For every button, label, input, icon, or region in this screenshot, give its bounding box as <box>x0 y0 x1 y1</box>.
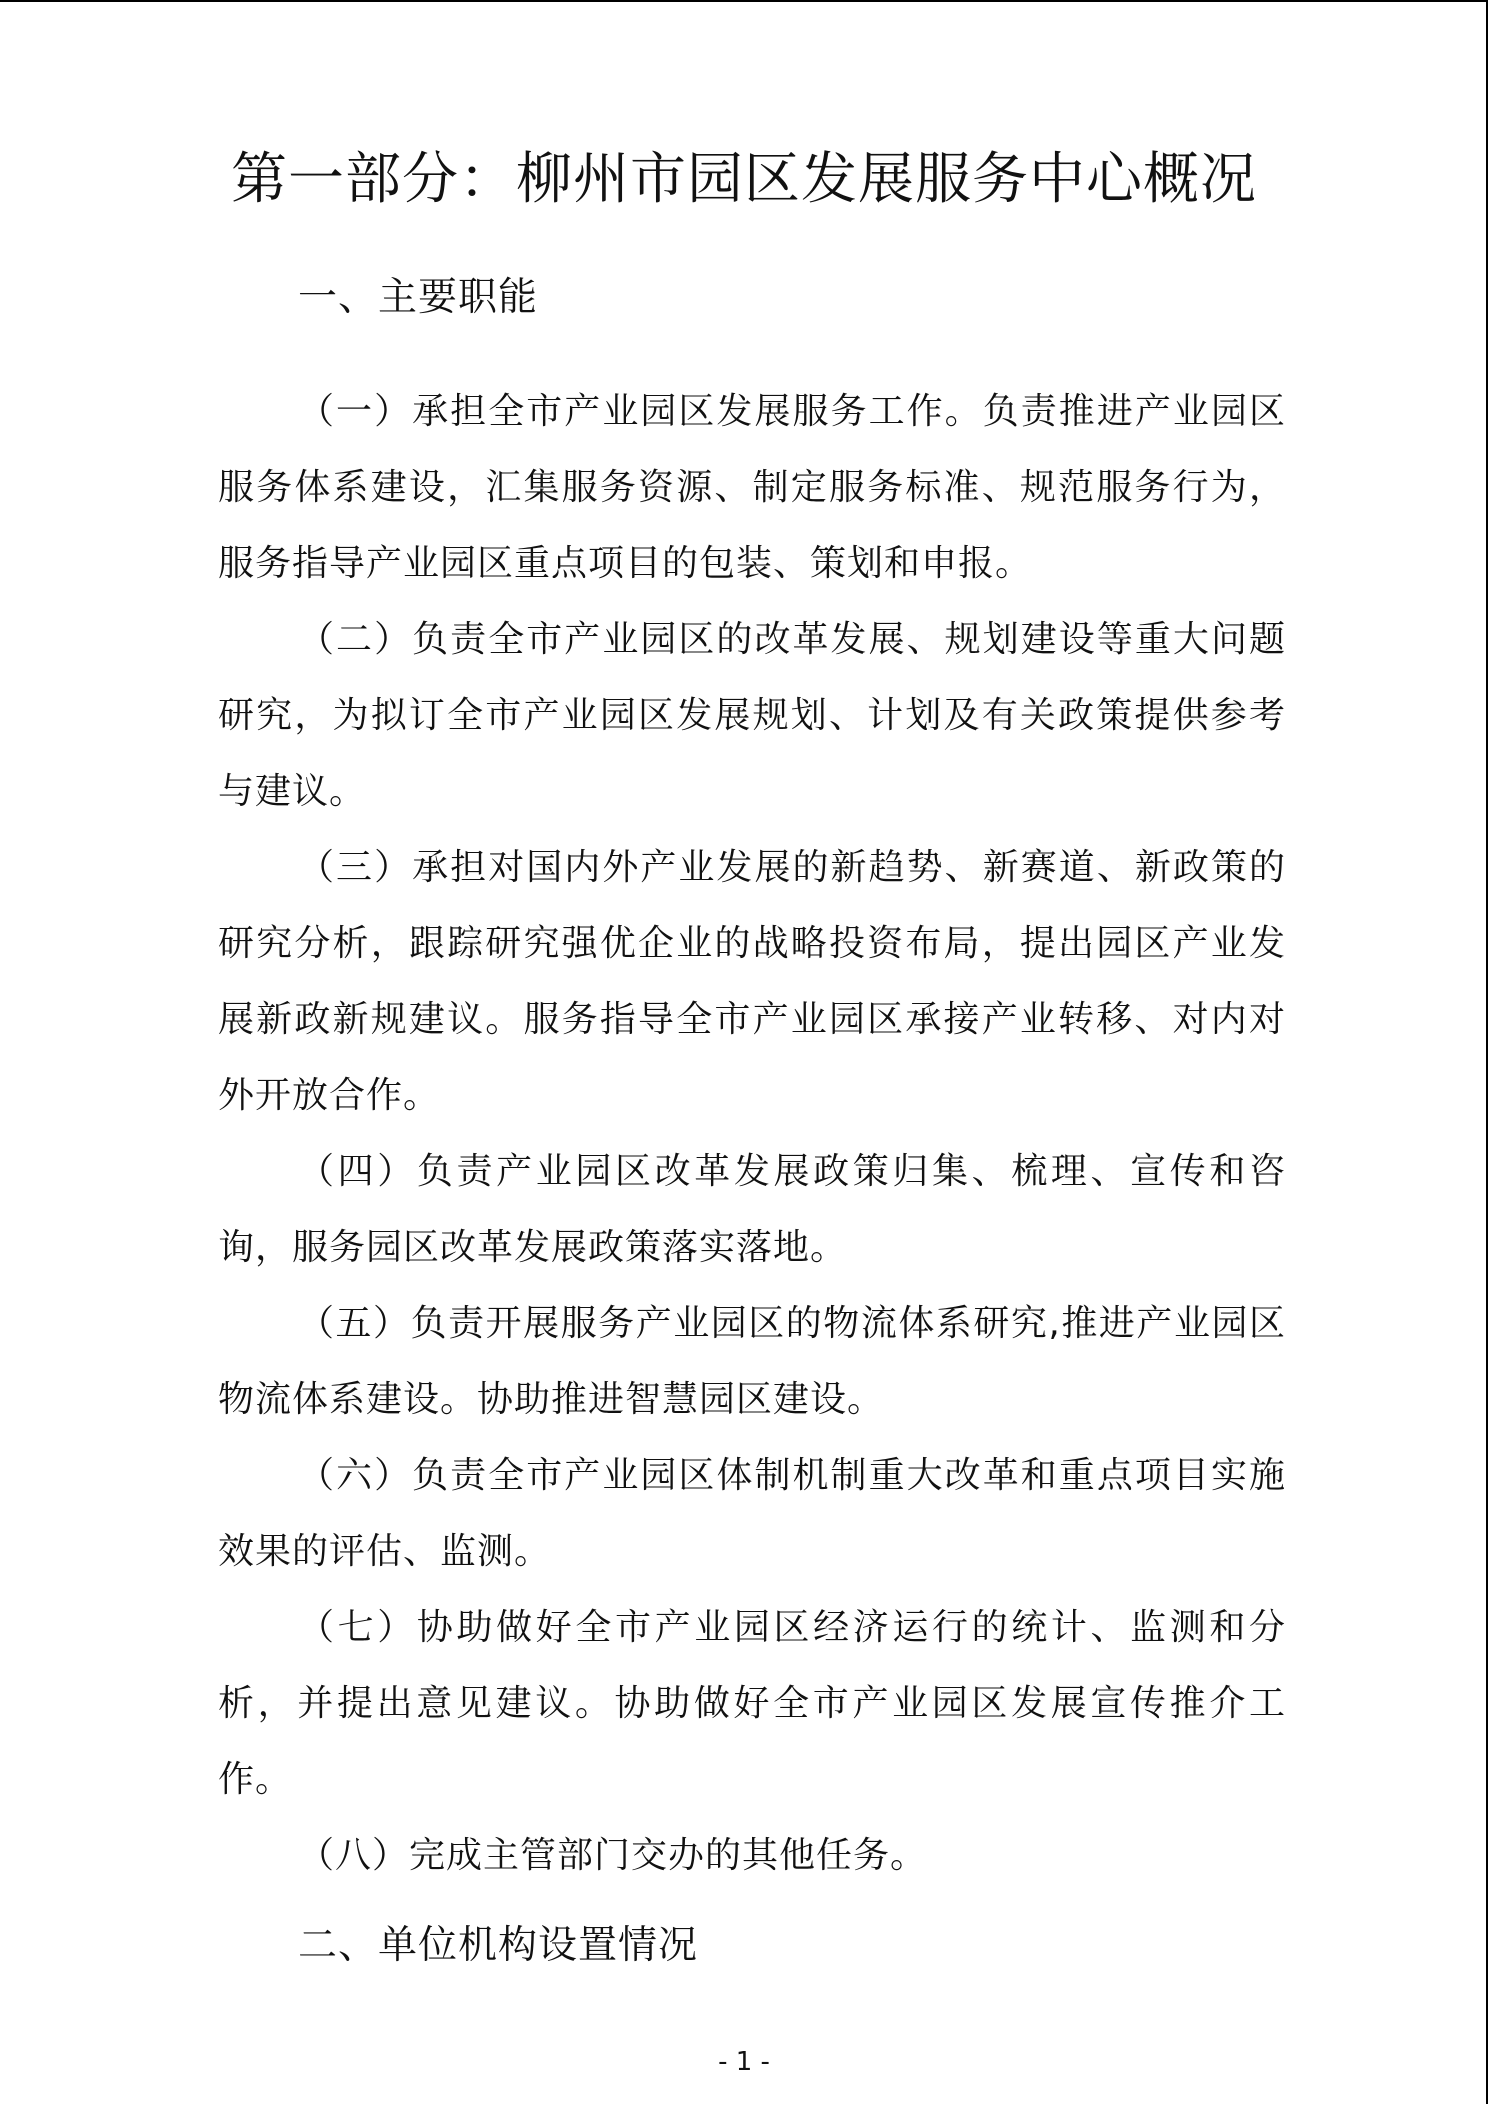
section-heading-main-functions: 一、主要职能 <box>298 275 539 320</box>
paragraph-4: （四）负责产业园区改革发展政策归集、梳理、宣传和咨询，服务园区改革发展政策落实落地。 <box>218 1151 1286 1268</box>
paragraph-2: （二）负责全市产业园区的改革发展、规划建设等重大问题研究，为拟订全市产业园区发展规划、计划及有关政策提供参考与建议。 <box>218 619 1286 812</box>
page-title: 第一部分：柳州市园区发展服务中心概况 <box>231 147 1257 212</box>
page-top-border <box>0 0 1488 2</box>
paragraph-1: （一）承担全市产业园区发展服务工作。负责推进产业园区服务体系建设，汇集服务资源、制定服务标准、规范服务行为，服务指导产业园区重点项目的包装、策划和申报。 <box>218 391 1286 584</box>
paragraph-5: （五）负责开展服务产业园区的物流体系研究,推进产业园区物流体系建设。协助推进智慧园区建设。 <box>218 1303 1286 1420</box>
paragraph-6: （六）负责全市产业园区体制机制重大改革和重点项目实施效果的评估、监测。 <box>218 1455 1286 1572</box>
document-body <box>218 374 1286 1894</box>
page-number: - 1 - <box>718 2047 770 2077</box>
section-heading-org-structure: 二、单位机构设置情况 <box>298 1923 699 1968</box>
paragraph-7: （七）协助做好全市产业园区经济运行的统计、监测和分析，并提出意见建议。协助做好全市产业园区发展宣传推介工作。 <box>218 1607 1286 1800</box>
paragraph-3: （三）承担对国内外产业发展的新趋势、新赛道、新政策的研究分析，跟踪研究强优企业的战略投资布局，提出园区产业发展新政新规建议。服务指导全市产业园区承接产业转移、对内对外开放合作。 <box>218 847 1286 1116</box>
paragraph-8: （八）完成主管部门交办的其他任务。 <box>298 1835 928 1876</box>
